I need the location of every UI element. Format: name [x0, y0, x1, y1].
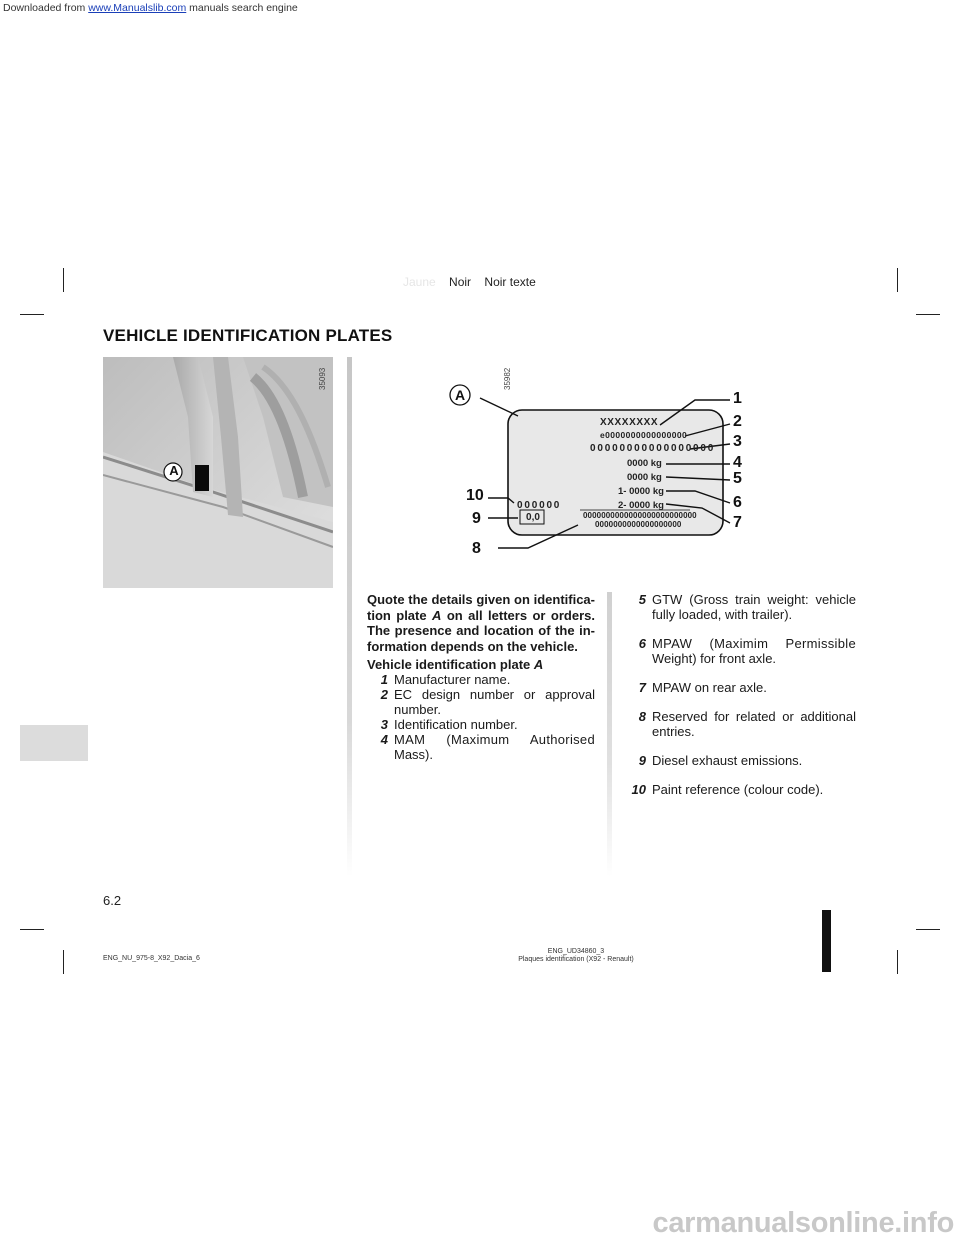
item-text: GTW (Gross train weight: vehicle	[652, 592, 856, 607]
item-number: 9	[638, 753, 646, 768]
leader-a	[480, 398, 518, 416]
page-number: 6.2	[103, 893, 122, 908]
intro-plate-a: A	[432, 607, 442, 623]
plate-line-approval: e0000000000000000	[600, 430, 688, 440]
crop-mark	[916, 929, 940, 930]
crop-mark	[897, 950, 898, 974]
plate-line-rear-axle: 2- 0000 kg	[618, 500, 664, 511]
item-text: MPAW (Maximim Permissible	[652, 636, 856, 651]
plate-line-id: 00000000000000000	[590, 443, 716, 454]
banner-suffix: manuals search engine	[186, 2, 298, 14]
plate-paint-code: 000000	[517, 500, 562, 511]
color-mark-noir: Noir	[449, 275, 472, 289]
crop-mark	[20, 929, 44, 930]
page-title: VEHICLE IDENTIFICATION PLATES	[103, 326, 393, 345]
item-number: 2	[380, 687, 388, 702]
column-divider	[347, 357, 352, 877]
item-text: MPAW on rear axle.	[652, 680, 767, 695]
color-mark-noir-texte: Noir texte	[484, 275, 536, 289]
item-number: 3	[380, 717, 388, 732]
callout-3: 3	[733, 433, 742, 450]
crop-mark	[63, 950, 64, 974]
plate-heading: Vehicle identification plate A	[367, 657, 544, 672]
download-banner	[3, 2, 298, 14]
plate-line-front-axle: 1- 0000 kg	[618, 486, 664, 497]
item-text-cont: Mass).	[394, 747, 433, 762]
door-sill-photo	[103, 357, 333, 588]
color-mark-jaune: Jaune	[403, 275, 436, 289]
footer-right-block	[476, 948, 676, 964]
item-number: 10	[631, 782, 646, 797]
thumb-marker-bar	[822, 910, 831, 972]
intro-line-1: Quote the details given on identifica-	[367, 592, 595, 607]
crop-mark	[63, 268, 64, 292]
plate-line-reserved-2: 0000000000000000000	[595, 520, 682, 529]
identification-plate-diagram	[440, 380, 760, 570]
item-text: Manufacturer name.	[394, 672, 511, 687]
plate-ref-code: 35982	[503, 367, 512, 390]
item-number: 5	[638, 592, 646, 607]
crop-mark	[897, 268, 898, 292]
bottom-watermark[interactable]: carmanualsonline.info	[652, 1207, 954, 1239]
item-number: 6	[638, 636, 646, 651]
callout-2: 2	[733, 413, 742, 430]
plate-location-marker	[195, 465, 209, 491]
plate-label-a: A	[454, 387, 466, 403]
item-number: 4	[380, 732, 388, 747]
crop-mark	[916, 314, 940, 315]
callout-9: 9	[472, 510, 481, 527]
chapter-tab	[20, 725, 88, 761]
color-marks	[403, 275, 536, 289]
plate-line-gtw: 0000 kg	[627, 472, 662, 483]
callout-4: 4	[733, 454, 742, 471]
banner-prefix: Downloaded from	[3, 2, 89, 14]
manualslib-link[interactable]: www.Manualslib.com	[88, 2, 187, 14]
callout-5: 5	[733, 470, 742, 487]
item-text: Identification number.	[394, 717, 518, 732]
intro-line-4: formation depends on the vehicle.	[367, 638, 578, 654]
callout-1: 1	[733, 390, 742, 407]
item-text: Reserved for related or additional	[652, 709, 856, 724]
item-text: Diesel exhaust emissions.	[652, 753, 803, 768]
footer-right-title: Plaques identification (X92 - Renault)	[518, 956, 634, 963]
item-text: MAM (Maximum Authorised	[394, 732, 595, 747]
plate-emission-value: 0,0	[526, 512, 540, 523]
photo-ref-code: 35093	[318, 367, 327, 390]
item-text-cont: number.	[394, 702, 441, 717]
callout-10: 10	[466, 487, 484, 504]
callout-8: 8	[472, 540, 481, 557]
footer-left-code: ENG_NU_975-8_X92_Dacia_6	[103, 955, 200, 962]
photo-label-a: A	[169, 463, 179, 478]
column-divider	[607, 592, 612, 877]
plate-line-reserved-1: 0000000000000000000000000	[583, 511, 697, 520]
plate-heading-a: A	[533, 657, 544, 672]
item-text-cont: fully loaded, with trailer).	[652, 607, 793, 622]
intro-line-3: The presence and location of the in-	[367, 623, 595, 638]
crop-mark	[20, 314, 44, 315]
plate-line-manufacturer: XXXXXXXX	[600, 417, 659, 428]
intro-line-2: tion plate A on all letters or orders.	[367, 607, 595, 623]
item-text: Paint reference (colour code).	[652, 782, 824, 797]
footer-right-code: ENG_UD34860_3	[547, 948, 605, 955]
callout-7: 7	[733, 514, 742, 531]
item-text-cont: Weight) for front axle.	[652, 651, 777, 666]
item-number: 1	[380, 672, 388, 687]
plate-line-mam: 0000 kg	[627, 458, 662, 469]
callout-6: 6	[733, 494, 742, 511]
item-number: 8	[638, 709, 646, 724]
item-text: EC design number or approval	[394, 687, 595, 702]
door-sill-illustration	[103, 357, 333, 588]
intro-paragraph	[367, 592, 595, 654]
item-number: 7	[638, 680, 646, 695]
item-text-cont: entries.	[652, 724, 695, 739]
